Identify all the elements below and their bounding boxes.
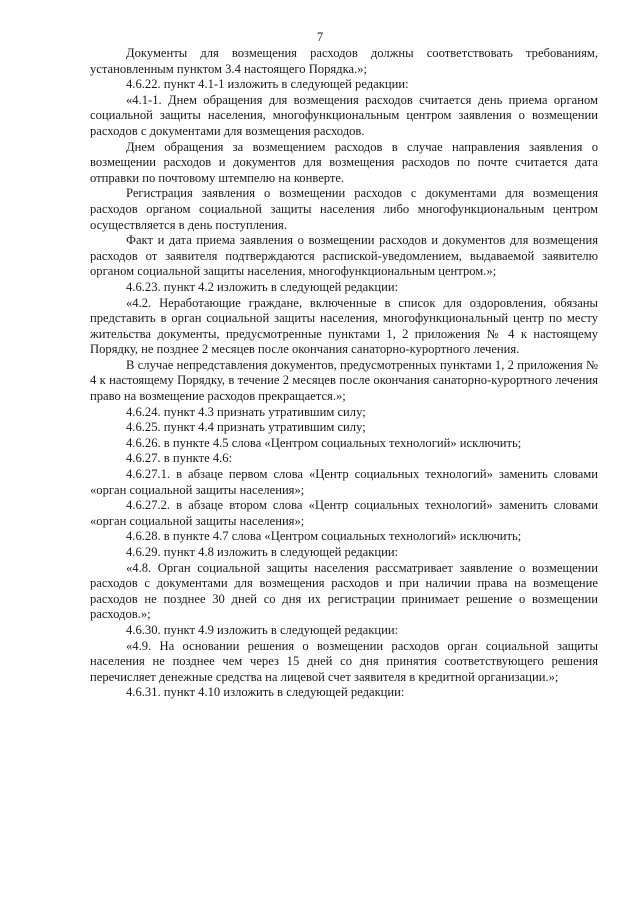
paragraph: В случае непредставления документов, предусмотренных пунктами 1, 2 приложения № 4 к настоящему Порядку, в течение 2 месяцев после окончания санаторно-курортного лечения право на возмещение расходов прекращается.»;: [90, 357, 598, 404]
paragraph: «4.9. На основании решения о возмещении расходов орган социальной защиты населения не позднее чем через 15 дней со дня принятия соответствующего решения перечисляет денежные средства на лицевой счет заявителя в кредитной организации.»;: [90, 638, 598, 684]
paragraph: 4.6.26. в пункте 4.5 слова «Центром социальных технологий» исключить;: [126, 435, 522, 450]
paragraph: 4.6.22. пункт 4.1-1 изложить в следующей редакции:: [126, 77, 409, 92]
page-number: 7: [316, 30, 324, 44]
paragraph: 4.6.27.2. в абзаце втором слова «Центр социальных технологий» заменить словами «орган социальной защиты населения»;: [90, 498, 598, 528]
paragraph: 4.6.30. пункт 4.9 изложить в следующей редакции:: [126, 622, 399, 637]
paragraph: 4.6.24. пункт 4.3 признать утратившим силу;: [126, 404, 366, 419]
paragraph: Днем обращения за возмещением расходов в случае направления заявления о возмещении расходов и документов для возмещения расходов по почте считается дата отправки по почтовому штемпелю на конверте.: [90, 139, 598, 185]
paragraph: Регистрация заявления о возмещении расходов с документами для возмещения расходов органом социальной защиты населения либо многофункциональным центром осуществляется в день поступления.: [90, 186, 598, 232]
paragraph: «4.2. Неработающие граждане, включенные в список для оздоровления, обязаны представить в орган социальной защиты населения, многофункциональный центр по месту жительства документы, предусмотренные пунктами 1, 2 приложения № 4 к настоящему Порядку, не позднее 2 месяцев после окончания санаторно-курортного лечения.: [90, 295, 598, 357]
paragraph: 4.6.25. пункт 4.4 признать утратившим силу;: [126, 420, 366, 435]
paragraph: «4.1-1. Днем обращения для возмещения расходов считается день приема органом социальной защиты населения, многофункциональным центром заявления о возмещении расходов с документами для возмещения расходов.: [90, 92, 598, 138]
document-body: [90, 46, 598, 701]
paragraph: Факт и дата приема заявления о возмещении расходов и документов для возмещения расходов от заявителя подтверждаются распиской-уведомлением, выдаваемой заявителю органом социальной защиты населения, многофункциональным центром.»;: [90, 233, 598, 279]
paragraph: Документы для возмещения расходов должны соответствовать требованиям, установленным пунктом 3.4 настоящего Порядка.»;: [90, 46, 598, 76]
paragraph: 4.6.27. в пункте 4.6:: [126, 451, 233, 466]
paragraph: 4.6.28. в пункте 4.7 слова «Центром социальных технологий» исключить;: [126, 529, 522, 544]
paragraph: 4.6.23. пункт 4.2 изложить в следующей редакции:: [126, 279, 399, 294]
paragraph: 4.6.29. пункт 4.8 изложить в следующей редакции:: [126, 545, 399, 559]
paragraph: 4.6.31. пункт 4.10 изложить в следующей редакции:: [126, 685, 405, 700]
paragraph: 4.6.27.1. в абзаце первом слова «Центр социальных технологий» заменить словами «орган социальной защиты населения»;: [90, 467, 598, 497]
paragraph: «4.8. Орган социальной защиты населения рассматривает заявление о возмещении расходов с документами для возмещения расходов и при наличии права на возмещение расходов не позднее 30 дней со дня их регистрации принимает решение о возмещении расходов.»;: [90, 560, 598, 622]
